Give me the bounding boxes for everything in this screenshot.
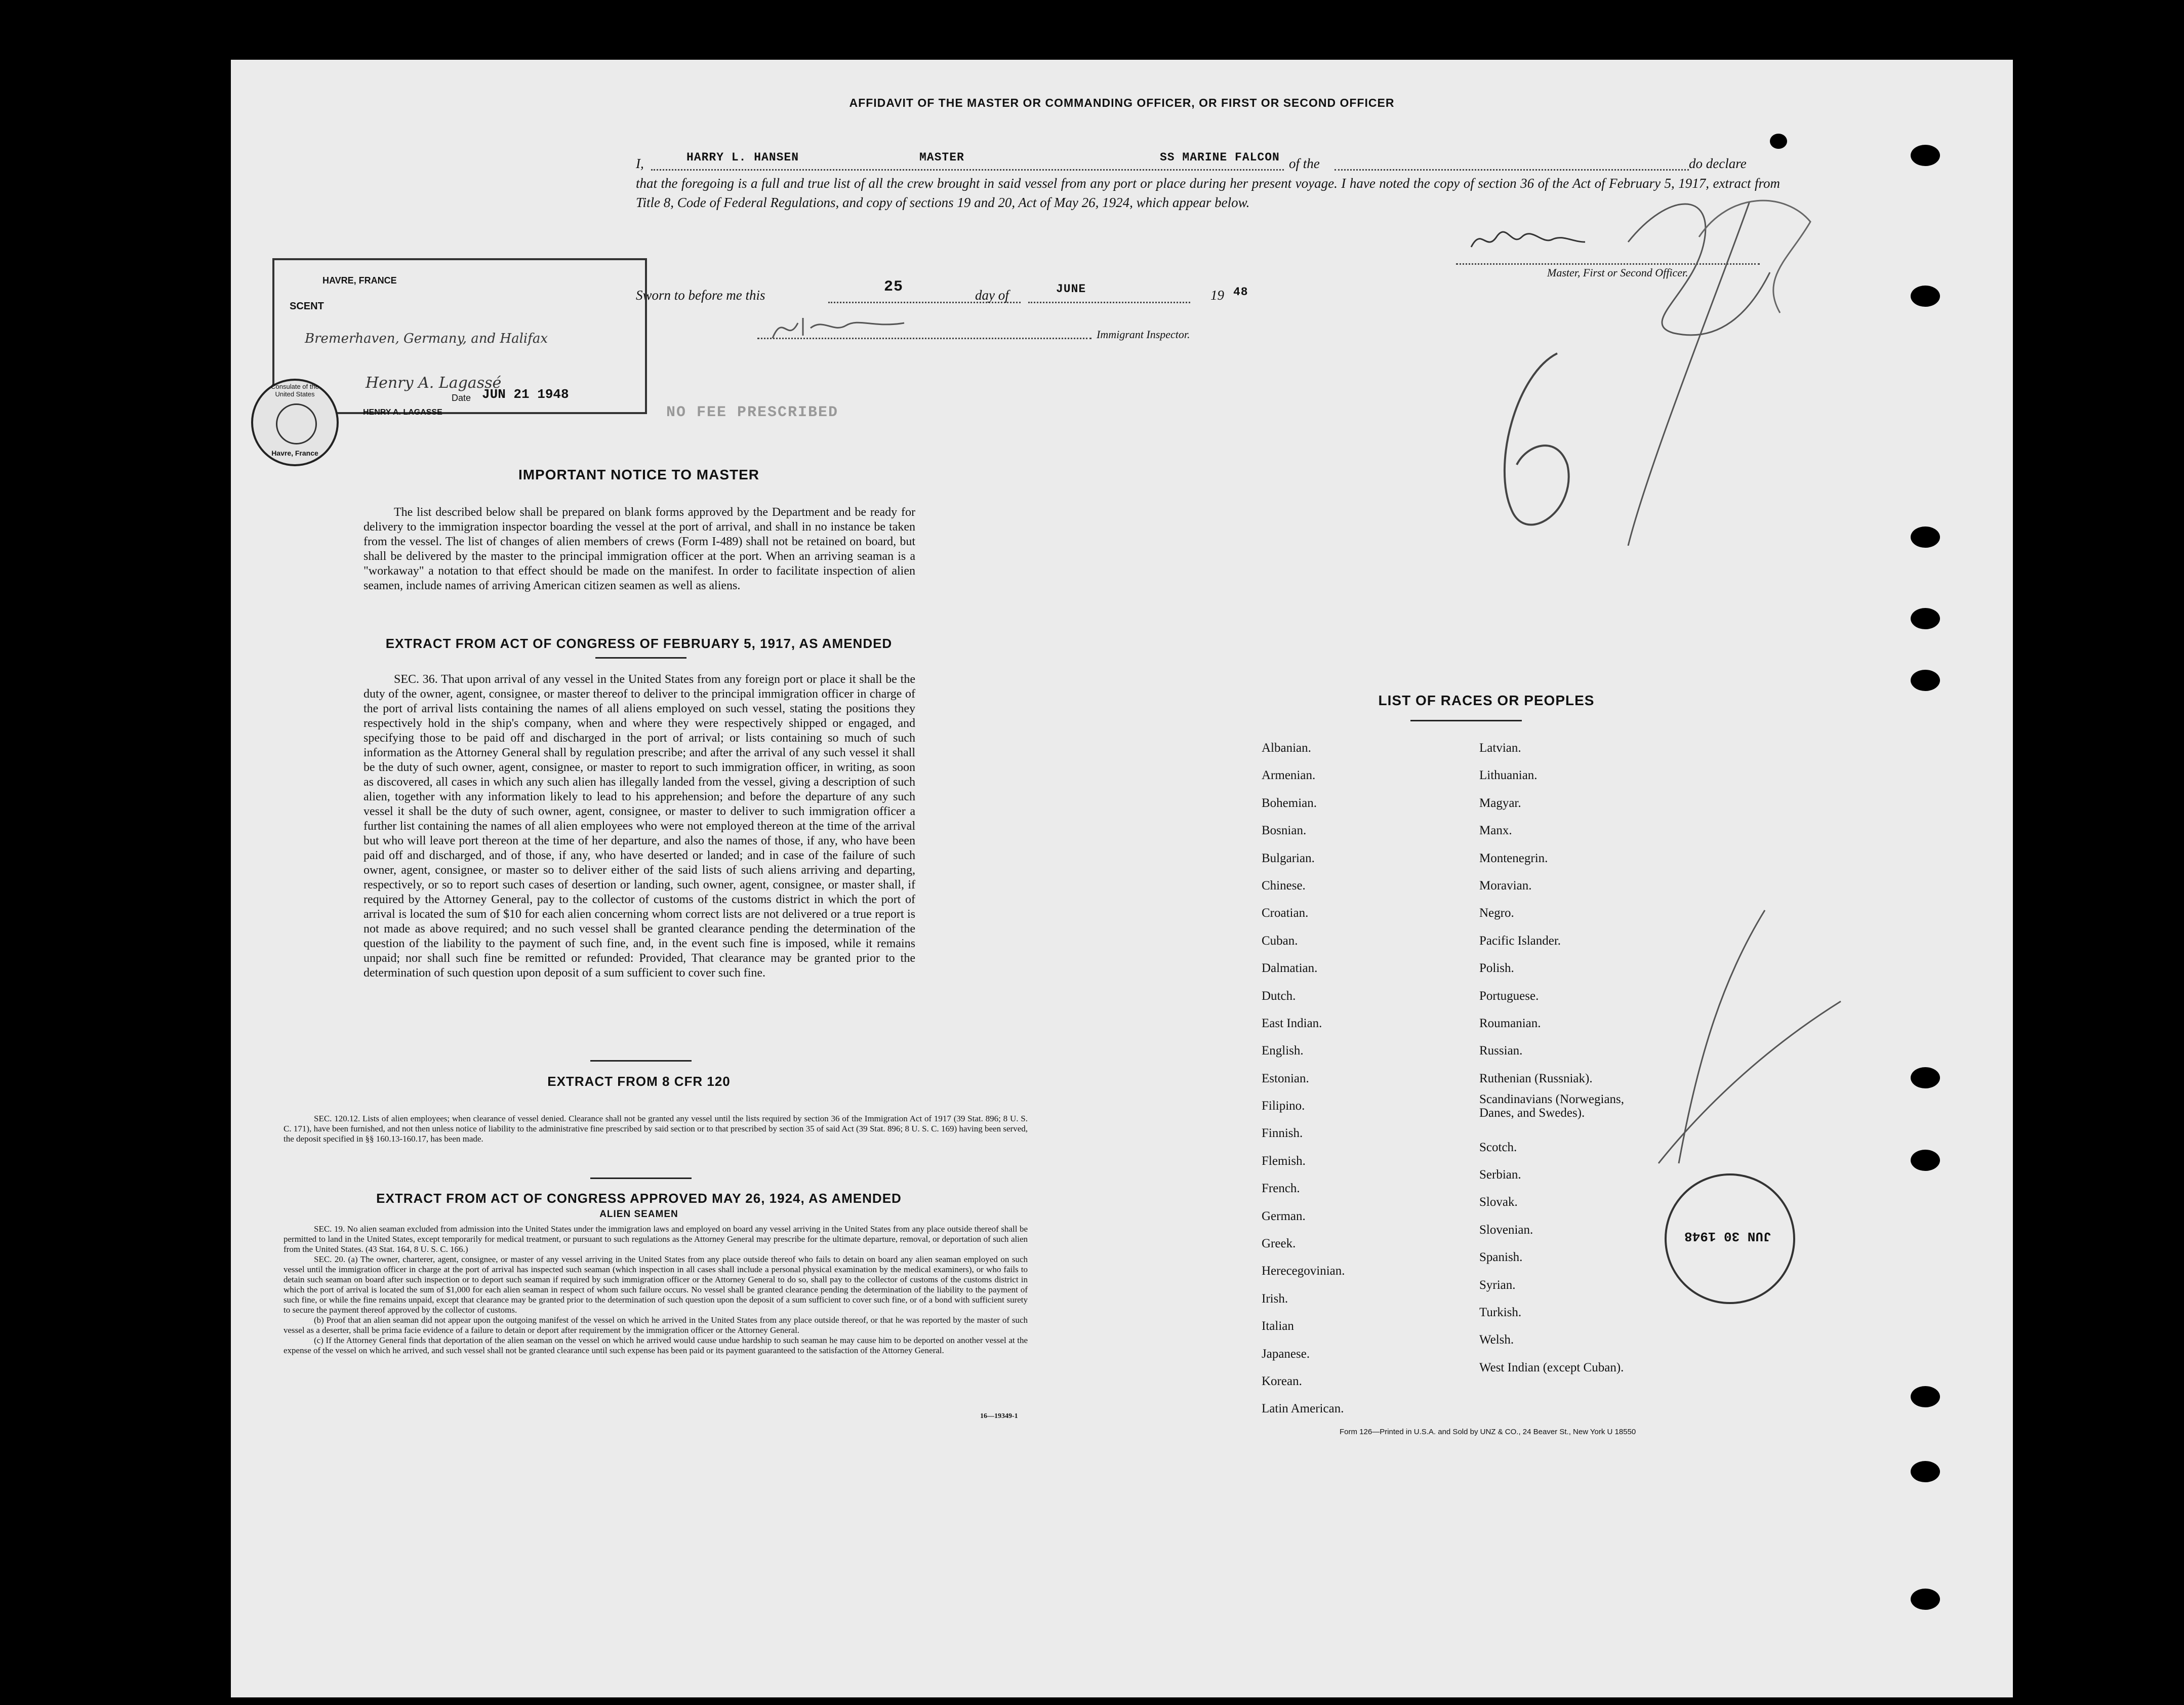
divider [590,1060,692,1062]
race-item: Bohemian. [1262,796,1317,810]
sworn-month: JUNE [1056,282,1086,296]
race-item: Greek. [1262,1237,1296,1251]
divider [590,1178,692,1179]
punch-hole [1911,1461,1940,1482]
day-of-label: day of [975,288,1009,303]
race-item: Lithuanian. [1479,768,1538,783]
race-item: Latin American. [1262,1402,1344,1416]
race-item: East Indian. [1262,1016,1322,1030]
extract1917-title: EXTRACT FROM ACT OF CONGRESS OF FEBRUARY 5, 1917, AS AMENDED [385,636,893,651]
race-item: Filipino. [1262,1099,1305,1113]
race-item: Latvian. [1479,741,1521,755]
race-item: Syrian. [1479,1278,1516,1292]
race-item: Roumanian. [1479,1016,1541,1030]
month-line [1028,300,1190,303]
race-item: Bosnian. [1262,824,1307,838]
consul-signature: Henry A. Lagassé [366,374,502,392]
punch-hole [1911,1589,1940,1610]
sec20c-text: (c) If the Attorney General finds that deportation of the alien seaman on the vessel on which he arrived would cause undue hardship to such seaman he may cause him to be deported on another vessel at the expense of the vessel on which he arrived, and such vessel shall not be granted clearance until such expense has been paid or its payment guaranteed to the satisfaction of the Attorney General. [284,1335,1028,1355]
form-footer: Form 126—Printed in U.S.A. and Sold by UNZ & CO., 24 Beaver St., New York U 18550 [1340,1428,1636,1436]
punch-hole [1911,608,1940,629]
extract1924-title: EXTRACT FROM ACT OF CONGRESS APPROVED MAY 26, 1924, AS AMENDED [376,1191,902,1206]
consulate-stamp [272,258,647,417]
stamp-ports: Bremerhaven, Germany, and Halifax [305,331,548,346]
extract1924-body [284,1224,1028,1356]
sec20a-text: SEC. 20. (a) The owner, charterer, agent, consignee, or master of any vessel arriving in the United States from any place outside thereof who fails to detain on board any alien seaman employed on such vessel until the immigration officer in charge at the port of arrival has inspected such seaman (which inspection in all cases shall include a personal physical examination by the medical examiners), or who fails to detain such seaman on board after such inspection or to deport such seaman if required by such immigration officer or the Attorney General to do so, shall pay to the collector of customs of the customs district in which the port of arrival is located the sum of $1,000 for each alien seaman in respect of whom such failure occurs. No vessel shall be granted clearance pending the determination of the liability to the payment of such fine, or while the fine remains unpaid, except that clearance may be granted prior to the determination of such question upon the deposit of a sum sufficient to cover such fine, or of a bond with sufficient surety to secure the payment thereof approved by the collector of customs. [284,1254,1028,1315]
race-item: Moravian. [1479,878,1532,892]
race-item: Portuguese. [1479,989,1539,1003]
race-item: Albanian. [1262,741,1311,755]
vessel-name: SS MARINE FALCON [1160,151,1280,164]
seal-text: Consulate of the United States [271,383,319,398]
inspector-line [757,336,1091,339]
faded-stamp: NO FEE PRESCRIBED [666,404,839,421]
race-item: Chinese. [1262,878,1306,892]
master-name: HARRY L. HANSEN [686,151,799,164]
race-item: Korean. [1262,1374,1302,1388]
punch-hole [1911,286,1940,307]
stamp-consul-name: HENRY A. LAGASSE [363,408,442,417]
consulate-seal [251,379,339,466]
affidavit-title: AFFIDAVIT OF THE MASTER OR COMMANDING OFFICER, OR FIRST OR SECOND OFFICER [849,96,1395,109]
race-item: Scotch. [1479,1140,1517,1154]
name-line [651,167,1284,171]
race-item: Polish. [1479,961,1514,976]
eagle-seal-icon [276,403,317,444]
race-item: Armenian. [1262,768,1316,783]
date-stamp [1665,1173,1795,1304]
stamp-line2: SCENT [290,301,324,312]
punch-hole [1911,670,1940,691]
race-item: Slovak. [1479,1195,1518,1209]
race-item: Negro. [1479,906,1514,920]
race-item: Croatian. [1262,906,1309,920]
stamp-city: HAVRE, FRANCE [322,275,397,286]
race-item: Cuban. [1262,933,1298,948]
sec20b-text: (b) Proof that an alien seaman did not appear upon the outgoing manifest of the vessel on which he arrived in the United States from any place outside thereof, or that he was reported by the master of such vessel as a deserter, shall be prima facie evidence of a failure to detain or deport after requirement by the immigration officer or the Attorney General. [284,1315,1028,1335]
divider [595,657,686,659]
year-prefix: 19 [1210,288,1224,303]
race-item: Japanese. [1262,1347,1310,1361]
race-item: Montenegrin. [1479,851,1548,865]
race-item: Serbian. [1479,1168,1521,1182]
race-item: Spanish. [1479,1250,1523,1265]
sec19-text: SEC. 19. No alien seaman excluded from admission into the United States under the immigration laws and employed on board any vessel arriving in the United States from any place outside thereof shall be permitted to land in the United States, except temporarily for medical treatment, or pursuant to such regulations as the Attorney General may prescribe for the ultimate departure, removal, or deportation of such alien from the United States. (43 Stat. 164, 8 U. S. C. 166.) [284,1224,1028,1254]
sworn-label: Sworn to before me this [636,288,765,303]
race-item: French. [1262,1182,1300,1196]
races-title: LIST OF RACES OR PEOPLES [1378,693,1595,708]
inspector-signature [762,308,914,348]
race-item: Ruthenian (Russniak). [1479,1071,1593,1085]
race-item: Manx. [1479,824,1512,838]
race-item: Finnish. [1262,1126,1303,1141]
divider [1410,720,1522,721]
sworn-day: 25 [884,278,904,296]
punch-hole [1911,1386,1940,1407]
race-item: Turkish. [1479,1306,1522,1320]
sworn-year: 48 [1233,286,1248,299]
race-item: Dalmatian. [1262,961,1318,976]
punch-hole [1911,1150,1940,1171]
punch-hole [1911,526,1940,548]
race-item: English. [1262,1044,1304,1058]
punch-hole [1911,1067,1940,1088]
race-item: Bulgarian. [1262,851,1315,865]
master-rank: MASTER [919,151,964,164]
race-item: Magyar. [1479,796,1521,810]
master-caption: Master, First or Second Officer. [1547,266,1688,279]
extract1924-subtitle: ALIEN SEAMEN [599,1209,678,1220]
race-item: Estonian. [1262,1071,1309,1085]
document-page [231,60,2013,1697]
punch-hole [1911,145,1940,166]
race-item: Welsh. [1479,1333,1514,1347]
date-stamp-text: JUN 30 1948 [1684,1229,1771,1244]
race-item: Herecegovinian. [1262,1264,1345,1278]
races-left-column [1262,735,1474,1423]
stamp-date-label: Date [452,393,471,403]
race-item: Italian [1262,1319,1294,1333]
stamp-date: JUN 21 1948 [482,387,569,402]
punch-hole [1770,134,1787,149]
race-item: Russian. [1479,1044,1523,1058]
race-item: Pacific Islander. [1479,933,1561,948]
race-item: German. [1262,1209,1306,1223]
race-item: Irish. [1262,1291,1288,1306]
declarant-label: I, [636,156,644,171]
do-declare-label: do declare [1689,156,1747,171]
race-item: Flemish. [1262,1154,1306,1168]
race-item: Slovenian. [1479,1223,1533,1237]
handwritten-mark [1365,161,1846,546]
race-item: Dutch. [1262,989,1296,1003]
declaration-text: that the foregoing is a full and true list of all the crew brought in said vessel from any port or place during her present voyage. I have noted the copy of section 36 of the Act of February 5, 1917, extract from Title 8, Code of Federal Regulations, and copy of sections 19 and 20, Act of May 26, 1924, which appear below. [636,176,1780,210]
notice-body: The list described below shall be prepared on blank forms approved by the Department and be ready for delivery to the immigration inspector boarding the vessel at the port of arrival, and shall in no instance be taken from the vessel. The list of changes of alien members of crews (Form I-489) shall not be retained on board, but shall be delivered by the master to the principal immigration officer at the port. When an arriving seaman is a "workaway" a notation to that effect should be made on the manifest. In order to facilitate inspection of alien seamen, include names of arriving American citizen seamen as well as aliens. [363,506,915,592]
cfr-title: EXTRACT FROM 8 CFR 120 [547,1074,731,1089]
seal-city: Havre, France [271,449,318,457]
notice-title: IMPORTANT NOTICE TO MASTER [518,467,760,482]
of-the-label: of the [1289,156,1320,171]
inspector-caption: Immigrant Inspector. [1097,328,1190,341]
cfr-body: SEC. 120.12. Lists of alien employees; when clearance of vessel denied. Clearance shall not be granted any vessel until the lists required by section 36 of the Immigration Act of 1917 (39 Stat. 896; 8 U. S. C. 171), have been furnished, and not then unless notice of liability to the administrative fine prescribed by said section or to that prescribed by section 35 of said Act (39 Stat. 896; 8 U. S. C. 169) having been served, the deposit specified in §§ 160.13-160.17, has been made. [284,1114,1028,1144]
race-item: Scandinavians (Norwegians, Danes, and Swedes). [1479,1092,1625,1120]
race-item: West Indian (except Cuban). [1479,1360,1624,1374]
form-code: 16—19349-1 [980,1412,1018,1420]
extract1917-body: SEC. 36. That upon arrival of any vessel in the United States from any foreign port or place it shall be the duty of the owner, agent, consignee, or master thereof to deliver to the principal immigration officer in charge of the port of arrival lists containing the names of all aliens employed on such vessel, stating the positions they respectively hold in the ship's company, when and where they were respectively shipped or engaged, and specifying those to be paid off and discharged in the port of arrival; or lists containing so much of such information as the Attorney General shall by regulation prescribe; and after the arrival of any such vessel it shall be the duty of such owner, agent, consignee, or master to report to such immigration officer, in writing, as soon as discovered, all cases in which any such alien has illegally landed from the vessel, giving a description of such alien, together with any information likely to lead to his apprehension; and before the departure of any such vessel it shall be the duty of such owner, agent, consignee, or master to deliver to such immigration officer a further list containing the names of all alien employees who were not employed thereon at the time of the arrival but who will leave port thereon at the time of her departure, and also the names of those, if any, who have been paid off and discharged, and of those, if any, who have deserted or landed; and in case of the failure of such owner, agent, consignee, or master so to deliver either of the said lists of such aliens arriving and departing, respectively, or so to report such cases of desertion or landing, such owner, agent, consignee, or master shall, if required by the Attorney General, pay to the collector of customs of the customs district in which the port of arrival is located the sum of $10 for each alien concerning whom correct lists are not delivered or a true report is not made as above required; and no such vessel shall be granted clearance pending the determination of the question of the liability to the payment of such fine, and, in the event such fine is imposed, while it remains unpaid; nor shall such fine be remitted or refunded: Provided, That clearance may be granted prior to the determination of such question upon deposit of a sum sufficient to cover such fine. [363,673,915,980]
